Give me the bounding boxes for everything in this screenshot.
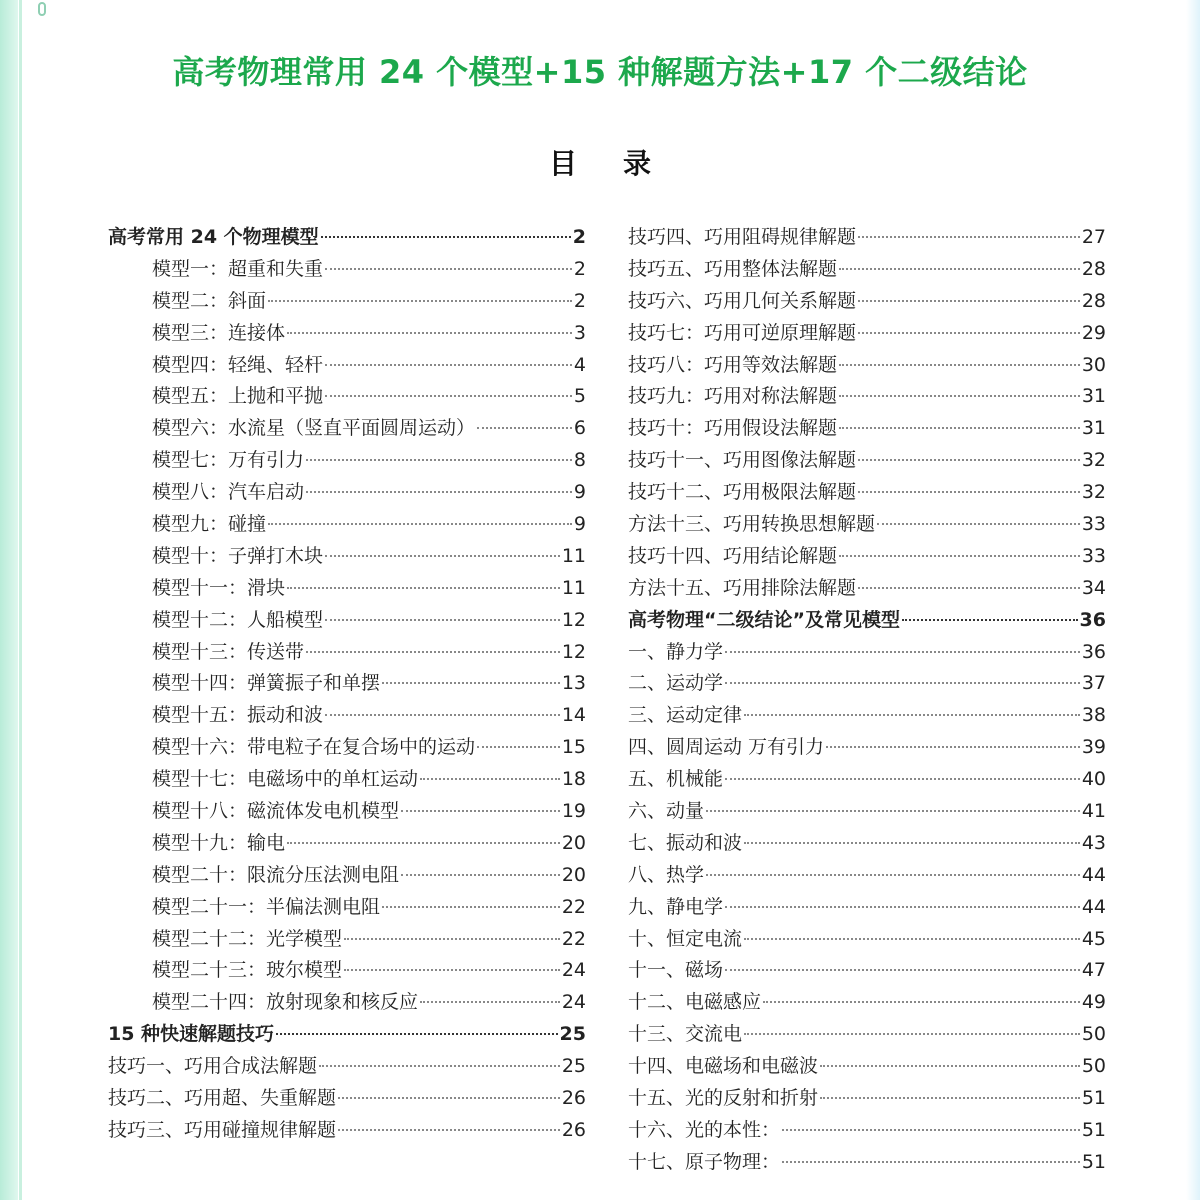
toc-entry-label: 模型七：万有引力 [152, 449, 305, 472]
toc-entry[interactable] [108, 732, 586, 764]
dot-leader [477, 745, 560, 748]
dot-leader [338, 1128, 560, 1131]
toc-entry[interactable] [628, 1019, 1106, 1051]
toc-entry-label: 模型二十：限流分压法测电阻 [152, 863, 400, 886]
toc-entry-page-number: 41 [1081, 800, 1106, 823]
toc-entry[interactable] [108, 987, 586, 1019]
toc-entry-page-number: 30 [1081, 353, 1106, 376]
toc-entry-label: 方法十五、巧用排除法解题 [628, 576, 857, 599]
toc-entry-page-number: 24 [561, 959, 586, 982]
toc-entry-page-number: 2 [572, 226, 586, 248]
toc-entry[interactable] [108, 892, 586, 924]
toc-entry-label: 模型十六：带电粒子在复合场中的运动 [152, 736, 476, 759]
toc-entry[interactable] [108, 254, 586, 286]
toc-entry[interactable] [628, 1083, 1106, 1115]
toc-entry-label: 七、振动和波 [628, 831, 743, 854]
toc-entry-page-number: 9 [573, 513, 586, 536]
toc-entry[interactable] [628, 605, 1106, 637]
toc-entry-page-number: 6 [573, 417, 586, 440]
dot-leader [420, 777, 560, 780]
toc-entry-page-number: 15 [561, 736, 586, 759]
toc-entry[interactable] [108, 318, 586, 350]
toc-entry-label: 15 种快速解题技巧 [108, 1023, 275, 1046]
toc-entry-page-number: 43 [1081, 831, 1106, 854]
dot-leader [382, 905, 560, 908]
toc-entry-label: 四、圆周运动 万有引力 [628, 736, 825, 759]
toc-entry-page-number: 12 [561, 640, 586, 663]
toc-entry[interactable] [628, 987, 1106, 1019]
dot-leader [344, 968, 560, 971]
toc-entry[interactable] [628, 637, 1106, 669]
toc-entry-page-number: 4 [573, 353, 586, 376]
toc-entry[interactable] [108, 860, 586, 892]
toc-entry[interactable] [108, 413, 586, 445]
toc-entry-page-number: 49 [1081, 991, 1106, 1014]
dot-leader [325, 394, 572, 397]
dot-leader [839, 267, 1080, 270]
toc-entry-label: 模型三：连接体 [152, 321, 286, 344]
binder-ring-icon [38, 2, 46, 16]
toc-entry[interactable] [628, 573, 1106, 605]
toc-entry-label: 高考常用 24 个物理模型 [108, 226, 319, 248]
toc-entry-label: 技巧十四、巧用结论解题 [628, 544, 838, 567]
toc-entry[interactable] [108, 764, 586, 796]
dot-leader [782, 1128, 1080, 1131]
toc-entry-page-number: 47 [1081, 959, 1106, 982]
toc-entry-page-number: 29 [1081, 321, 1106, 344]
toc-entry-page-number: 14 [561, 704, 586, 727]
dot-leader [820, 1096, 1080, 1099]
dot-leader [344, 937, 560, 940]
toc-entry[interactable] [108, 1051, 586, 1083]
toc-entry[interactable] [628, 541, 1106, 573]
toc-entry[interactable] [108, 350, 586, 382]
dot-leader [744, 713, 1080, 716]
toc-entry-page-number: 37 [1081, 672, 1106, 695]
dot-leader [306, 458, 572, 461]
toc-entry-page-number: 33 [1081, 544, 1106, 567]
dot-leader [858, 490, 1080, 493]
toc-entry-page-number: 28 [1081, 289, 1106, 312]
toc-entry-label: 模型八：汽车启动 [152, 481, 305, 504]
toc-entry-label: 模型十五：振动和波 [152, 704, 324, 727]
dot-leader [325, 713, 560, 716]
toc-entry-label: 技巧八：巧用等效法解题 [628, 353, 838, 376]
toc-entry[interactable] [108, 509, 586, 541]
dot-leader [725, 650, 1080, 653]
toc-entry-label: 模型五：上抛和平抛 [152, 385, 324, 408]
dot-leader [725, 777, 1080, 780]
dot-leader [744, 937, 1080, 940]
toc-entry-label: 模型四：轻绳、轻杆 [152, 353, 324, 376]
toc-entry-page-number: 9 [573, 481, 586, 504]
toc-entry[interactable] [628, 796, 1106, 828]
toc-entry-page-number: 44 [1081, 895, 1106, 918]
toc-entry-label: 十七、原子物理： [628, 1150, 781, 1173]
toc-entry-label: 技巧四、巧用阻碍规律解题 [628, 226, 857, 248]
dot-leader [306, 650, 560, 653]
toc-entry-label: 模型十八：磁流体发电机模型 [152, 800, 400, 823]
dot-leader [839, 363, 1080, 366]
dot-leader [763, 1000, 1080, 1003]
dot-leader [401, 873, 560, 876]
toc-entry[interactable] [628, 254, 1106, 286]
toc-entry[interactable] [628, 381, 1106, 413]
dot-leader [325, 554, 560, 557]
toc-entry-page-number: 5 [573, 385, 586, 408]
dot-leader [287, 331, 572, 334]
toc-entry-page-number: 25 [561, 1055, 586, 1078]
toc-entry[interactable] [108, 924, 586, 956]
toc-entry-page-number: 45 [1081, 927, 1106, 950]
dot-leader [321, 235, 571, 238]
toc-entry-label: 八、热学 [628, 863, 705, 886]
toc-entry-label: 模型十二：人船模型 [152, 608, 324, 631]
toc-entry[interactable] [628, 924, 1106, 956]
toc-entry[interactable] [108, 1083, 586, 1115]
toc-entry-label: 技巧三、巧用碰撞规律解题 [108, 1118, 337, 1141]
toc-entry-page-number: 51 [1081, 1150, 1106, 1173]
toc-entry-label: 十三、交流电 [628, 1023, 743, 1046]
dot-leader [858, 235, 1080, 238]
dot-leader [382, 681, 560, 684]
toc-entry-label: 三、运动定律 [628, 704, 743, 727]
toc-entry-page-number: 20 [561, 831, 586, 854]
toc-entry-page-number: 24 [561, 991, 586, 1014]
toc-entry-label: 十一、磁场 [628, 959, 724, 982]
toc-entry[interactable] [108, 700, 586, 732]
dot-leader [744, 1032, 1080, 1035]
dot-leader [782, 1160, 1080, 1163]
toc-entry[interactable] [108, 605, 586, 637]
toc-entry-label: 模型一：超重和失重 [152, 257, 324, 280]
toc-entry-label: 模型二：斜面 [152, 289, 267, 312]
toc-entry-page-number: 50 [1081, 1023, 1106, 1046]
toc-entry-page-number: 39 [1081, 736, 1106, 759]
toc-entry[interactable] [108, 381, 586, 413]
toc-entry[interactable] [628, 286, 1106, 318]
toc-entry[interactable] [628, 668, 1106, 700]
toc-entry-label: 六、动量 [628, 800, 705, 823]
toc-entry-page-number: 50 [1081, 1055, 1106, 1078]
toc-entry-page-number: 8 [573, 449, 586, 472]
dot-leader [325, 267, 572, 270]
dot-leader [325, 618, 560, 621]
dot-leader [477, 426, 572, 429]
toc-entry-label: 一、静力学 [628, 640, 724, 663]
toc-entry-page-number: 20 [561, 863, 586, 886]
toc-entry[interactable] [628, 413, 1106, 445]
dot-leader [325, 363, 572, 366]
toc-entry-label: 十六、光的本性： [628, 1118, 781, 1141]
toc-entry-label: 模型二十三：玻尔模型 [152, 959, 343, 982]
dot-leader [858, 331, 1080, 334]
toc-entry[interactable] [628, 1115, 1106, 1147]
toc-entry-label: 模型九：碰撞 [152, 513, 267, 536]
toc-entry[interactable] [628, 1051, 1106, 1083]
toc-entry-page-number: 26 [561, 1087, 586, 1110]
toc-entry-page-number: 40 [1081, 768, 1106, 791]
dot-leader [839, 394, 1080, 397]
dot-leader [268, 299, 572, 302]
toc-heading: 目录 [548, 147, 697, 180]
dot-leader [319, 1064, 560, 1067]
toc-entry[interactable] [108, 477, 586, 509]
toc-entry-label: 十四、电磁场和电磁波 [628, 1055, 819, 1078]
toc-entry-label: 技巧十一、巧用图像法解题 [628, 449, 857, 472]
toc-entry-page-number: 44 [1081, 863, 1106, 886]
toc-entry-label: 模型二十一：半偏法测电阻 [152, 895, 381, 918]
toc-entry-label: 二、运动学 [628, 672, 724, 695]
toc-entry-page-number: 3 [573, 321, 586, 344]
dot-leader [287, 586, 560, 589]
toc-entry-page-number: 2 [573, 289, 586, 312]
toc-entry[interactable] [628, 222, 1106, 254]
toc-entry[interactable] [628, 732, 1106, 764]
dot-leader [744, 841, 1080, 844]
dot-leader [725, 905, 1080, 908]
toc-entry[interactable] [628, 350, 1106, 382]
toc-entry-label: 五、机械能 [628, 768, 724, 791]
dot-leader [820, 1064, 1080, 1067]
dot-leader [287, 841, 560, 844]
toc-entry-page-number: 12 [561, 608, 586, 631]
toc-entry-page-number: 36 [1081, 640, 1106, 663]
dot-leader [839, 426, 1080, 429]
toc-entry[interactable] [628, 892, 1106, 924]
toc-entry-label: 模型十：子弹打木块 [152, 544, 324, 567]
toc-entry-page-number: 51 [1081, 1087, 1106, 1110]
dot-leader [858, 299, 1080, 302]
toc-entry-label: 模型十四：弹簧振子和单摆 [152, 672, 381, 695]
toc-entry-page-number: 28 [1081, 257, 1106, 280]
toc-entry-label: 技巧二、巧用超、失重解题 [108, 1087, 337, 1110]
toc-entry-page-number: 51 [1081, 1118, 1106, 1141]
toc-entry[interactable] [628, 445, 1106, 477]
toc-entry[interactable] [108, 222, 586, 254]
toc-entry-page-number: 25 [559, 1023, 586, 1046]
toc-entry[interactable] [108, 1019, 586, 1051]
toc-entry-label: 模型二十四：放射现象和核反应 [152, 991, 419, 1014]
toc-entry-label: 十五、光的反射和折射 [628, 1087, 819, 1110]
toc-entry[interactable] [628, 860, 1106, 892]
toc-entry-page-number: 13 [561, 672, 586, 695]
toc-entry[interactable] [108, 637, 586, 669]
toc-entry[interactable] [628, 509, 1106, 541]
toc-entry-page-number: 31 [1081, 417, 1106, 440]
toc-entry-label: 九、静电学 [628, 895, 724, 918]
dot-leader [401, 809, 560, 812]
toc-entry-page-number: 19 [561, 800, 586, 823]
dot-leader [268, 522, 572, 525]
dot-leader [706, 873, 1080, 876]
toc-entry[interactable] [108, 828, 586, 860]
dot-leader [276, 1032, 557, 1035]
dot-leader [902, 618, 1078, 621]
toc-entry-page-number: 22 [561, 927, 586, 950]
toc-entry-page-number: 31 [1081, 385, 1106, 408]
toc-entry-page-number: 2 [573, 257, 586, 280]
toc-right-column [628, 222, 1106, 1179]
toc-entry[interactable] [628, 318, 1106, 350]
dot-leader [725, 968, 1080, 971]
toc-entry-label: 技巧一、巧用合成法解题 [108, 1055, 318, 1078]
toc-entry-page-number: 38 [1081, 704, 1106, 727]
dot-leader [877, 522, 1080, 525]
toc-entry-label: 高考物理“二级结论”及常见模型 [628, 608, 900, 631]
toc-entry[interactable] [108, 573, 586, 605]
dot-leader [858, 586, 1080, 589]
toc-entry[interactable] [108, 796, 586, 828]
dot-leader [826, 745, 1080, 748]
toc-entry-page-number: 26 [561, 1118, 586, 1141]
toc-entry[interactable] [108, 955, 586, 987]
toc-entry-page-number: 11 [561, 576, 586, 599]
toc-entry-label: 十、恒定电流 [628, 927, 743, 950]
toc-entry-label: 技巧六、巧用几何关系解题 [628, 289, 857, 312]
toc-entry[interactable] [108, 1115, 586, 1147]
toc-entry-page-number: 27 [1081, 226, 1106, 248]
toc-entry-page-number: 32 [1081, 449, 1106, 472]
toc-entry[interactable] [108, 445, 586, 477]
dot-leader [858, 458, 1080, 461]
toc-entry[interactable] [628, 700, 1106, 732]
toc-entry-page-number: 36 [1079, 608, 1106, 631]
toc-entry[interactable] [108, 668, 586, 700]
dot-leader [839, 554, 1080, 557]
toc-entry-page-number: 18 [561, 768, 586, 791]
toc-entry-label: 技巧十：巧用假设法解题 [628, 417, 838, 440]
toc-entry-page-number: 34 [1081, 576, 1106, 599]
toc-entry[interactable] [108, 286, 586, 318]
toc-entry-label: 模型六：水流星（竖直平面圆周运动） [152, 417, 476, 440]
toc-entry-label: 模型十三：传送带 [152, 640, 305, 663]
dot-leader [706, 809, 1080, 812]
toc-entry[interactable] [628, 477, 1106, 509]
toc-entry[interactable] [628, 955, 1106, 987]
toc-entry[interactable] [628, 1147, 1106, 1179]
document-title: 高考物理常用 24 个模型+15 种解题方法+17 个二级结论 [172, 53, 1028, 91]
dot-leader [420, 1000, 560, 1003]
toc-entry-label: 模型十九：输电 [152, 831, 286, 854]
dot-leader [725, 681, 1080, 684]
toc-entry-label: 模型十七：电磁场中的单杠运动 [152, 768, 419, 791]
toc-entry-page-number: 33 [1081, 513, 1106, 536]
toc-entry-page-number: 32 [1081, 481, 1106, 504]
dot-leader [338, 1096, 560, 1099]
toc-entry-label: 技巧十二、巧用极限法解题 [628, 481, 857, 504]
toc-entry-label: 方法十三、巧用转换思想解题 [628, 513, 876, 536]
toc-entry-label: 模型十一：滑块 [152, 576, 286, 599]
toc-entry-label: 技巧五、巧用整体法解题 [628, 257, 838, 280]
toc-entry-label: 模型二十二：光学模型 [152, 927, 343, 950]
toc-entry-label: 技巧九：巧用对称法解题 [628, 385, 838, 408]
toc-entry[interactable] [628, 828, 1106, 860]
toc-entry[interactable] [628, 764, 1106, 796]
toc-entry[interactable] [108, 541, 586, 573]
dot-leader [306, 490, 572, 493]
toc-entry-label: 技巧七：巧用可逆原理解题 [628, 321, 857, 344]
toc-entry-page-number: 11 [561, 544, 586, 567]
toc-entry-label: 十二、电磁感应 [628, 991, 762, 1014]
toc-left-column [108, 222, 586, 1147]
toc-entry-page-number: 22 [561, 895, 586, 918]
